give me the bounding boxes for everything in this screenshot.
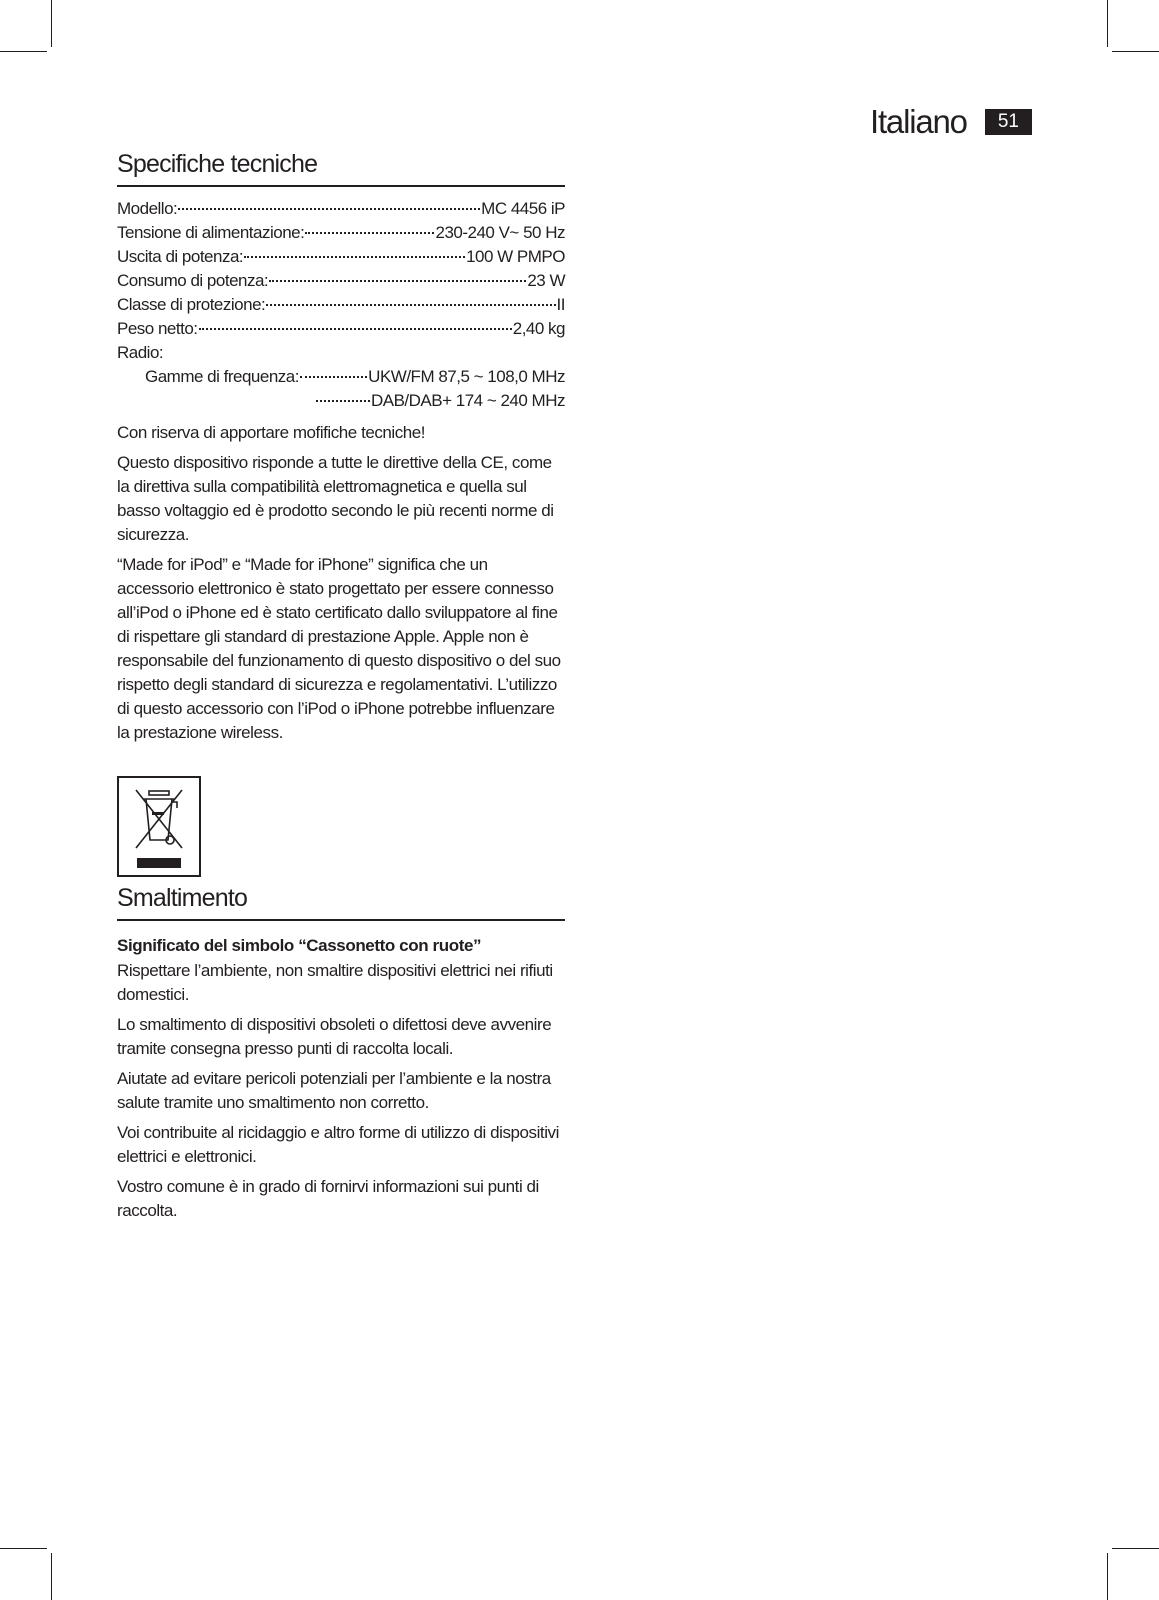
leader-dots bbox=[266, 304, 555, 306]
leader-dots bbox=[316, 400, 370, 402]
leader-dots bbox=[269, 280, 526, 282]
paragraph: Aiutate ad evitare pericoli potenziali per l’ambiente e la nostra salute tramite uno smaltimento non corretto. bbox=[117, 1069, 551, 1112]
spec-label: Gamme di frequenza: bbox=[145, 367, 299, 386]
spec-label: Peso netto: bbox=[117, 319, 198, 338]
spec-label: Radio: bbox=[117, 343, 164, 362]
disposal-section bbox=[117, 884, 565, 1223]
spec-label: Classe di protezione: bbox=[117, 295, 266, 314]
paragraph: Voi contribuite al ricidaggio e altro forme di utilizzo di dispositivi elettrici e elettronici. bbox=[117, 1123, 559, 1166]
paragraph: Con riserva di apportare mofifiche tecniche! bbox=[117, 423, 426, 442]
paragraph: “Made for iPod” e “Made for iPhone” significa che un accessorio elettronico è stato progettato per essere connesso all’iPod o iPhone ed è stato certificato dallo sviluppatore al fine di rispettare gli standard di prestazione Apple. Apple non è responsabile del funzionamento di questo dispositivo o del suo rispetto degli standard di sicurezza e regolamentativi. L’utilizzo di questo accessorio con l’iPod o iPhone potrebbe influenzare la prestazione wireless. bbox=[117, 555, 561, 742]
spec-row bbox=[117, 389, 565, 413]
page-header bbox=[870, 102, 1032, 142]
spec-value: UKW/FM 87,5 ~ 108,0 MHz bbox=[368, 367, 565, 386]
spec-value: 23 W bbox=[527, 271, 565, 290]
spec-row bbox=[117, 245, 565, 269]
spec-label: Consumo di potenza: bbox=[117, 271, 269, 290]
spec-value: 100 W PMPO bbox=[466, 247, 565, 266]
crop-mark bbox=[51, 0, 52, 47]
spec-row bbox=[117, 293, 565, 317]
leader-dots bbox=[300, 376, 367, 378]
crop-mark bbox=[1107, 1553, 1108, 1600]
spec-value: DAB/DAB+ 174 ~ 240 MHz bbox=[370, 391, 565, 410]
paragraph: Rispettare l’ambiente, non smaltire dispositivi elettrici nei rifiuti domestici. bbox=[117, 961, 553, 1004]
leader-dots bbox=[199, 328, 512, 330]
spec-row bbox=[117, 221, 565, 245]
crossed-out-wheelie-bin-icon bbox=[117, 776, 201, 877]
crop-mark bbox=[0, 1548, 47, 1549]
spec-row bbox=[117, 317, 565, 341]
leader-dots bbox=[244, 256, 465, 258]
spec-row bbox=[117, 365, 565, 389]
spec-row-radio bbox=[117, 341, 565, 365]
crossed-out-wheelie-bin-icon bbox=[119, 778, 199, 875]
spec-value: II bbox=[556, 295, 565, 314]
paragraph: Lo smaltimento di dispositivi obsoleti o difettosi deve avvenire tramite consegna presso punti di raccolta locali. bbox=[117, 1015, 552, 1058]
spec-value: MC 4456 iP bbox=[481, 199, 565, 218]
spec-value: 2,40 kg bbox=[512, 319, 565, 338]
paragraph: Questo dispositivo risponde a tutte le direttive della CE, come la direttiva sulla compatibilità elettromagnetica e quella sul basso voltaggio ed è prodotto secondo le più recenti norme di sicurezza. bbox=[117, 453, 554, 544]
page-number: 51 bbox=[985, 109, 1032, 135]
spec-row bbox=[117, 197, 565, 221]
crop-mark bbox=[0, 51, 47, 52]
spec-label: Tensione di alimentazione: bbox=[117, 223, 305, 242]
spec-label: Modello: bbox=[117, 199, 178, 218]
leader-dots bbox=[305, 232, 434, 234]
subsection-title: Significato del simbolo “Cassonetto con ruote” bbox=[117, 936, 482, 955]
section-title-specs: Specifiche tecniche bbox=[117, 150, 565, 187]
crop-mark bbox=[1112, 51, 1159, 52]
specs-table bbox=[117, 197, 565, 413]
crop-mark bbox=[1107, 0, 1108, 47]
page-language: Italiano bbox=[870, 103, 967, 140]
spec-label: Uscita di potenza: bbox=[117, 247, 244, 266]
section-title-disposal: Smaltimento bbox=[117, 884, 565, 921]
leader-dots bbox=[178, 208, 480, 210]
paragraph: Vostro comune è in grado di fornirvi informazioni sui punti di raccolta. bbox=[117, 1177, 539, 1220]
crop-mark bbox=[1112, 1548, 1159, 1549]
specs-section bbox=[117, 150, 565, 745]
spec-row bbox=[117, 269, 565, 293]
spec-value: 230-240 V~ 50 Hz bbox=[435, 223, 565, 242]
crop-mark bbox=[51, 1553, 52, 1600]
